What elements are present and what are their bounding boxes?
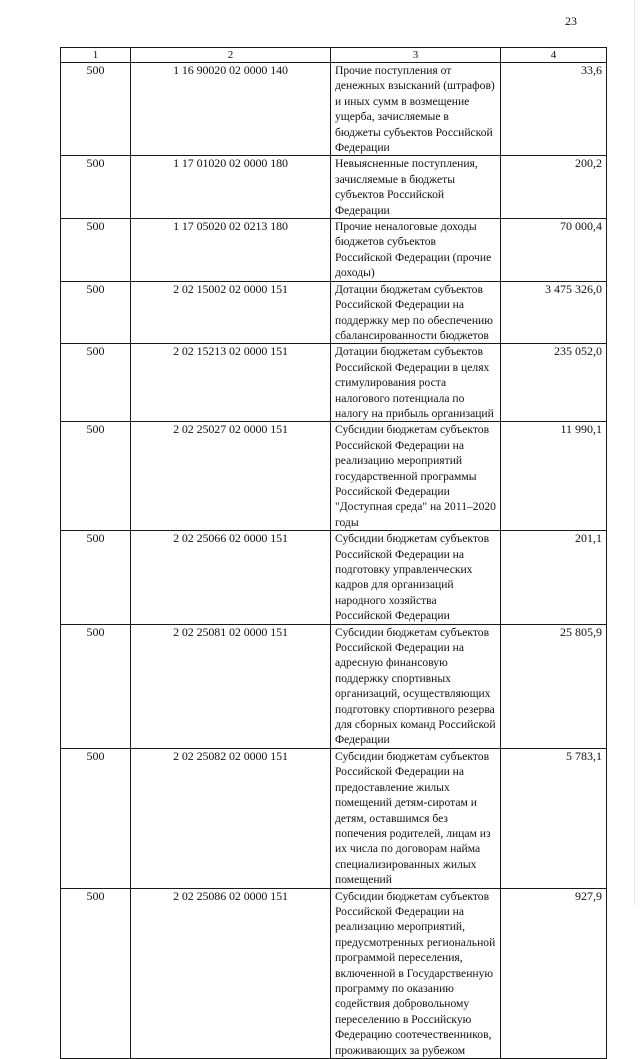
- table-header-row: [61, 48, 607, 63]
- revenue-code-cell: 2 02 25027 02 0000 151: [131, 422, 331, 531]
- table-row: [61, 748, 607, 888]
- revenue-code-cell: 2 02 15002 02 0000 151: [131, 281, 331, 344]
- page-number: 23: [565, 14, 577, 28]
- revenue-name-cell: Субсидии бюджетам субъектов Российской Федерации на адресную финансовую поддержку спортивных организаций, осуществляющих подготовку спортивного резерва для сборных команд Российской Федерации: [331, 624, 501, 748]
- scan-edge: [634, 0, 635, 905]
- table-body: [61, 63, 607, 1059]
- amount-cell: 70 000,4: [501, 219, 607, 282]
- revenue-code-cell: 1 16 90020 02 0000 140: [131, 63, 331, 156]
- revenue-name-cell: Субсидии бюджетам субъектов Российской Федерации на предоставление жилых помещений детям-сиротам и детям, оставшимся без попечения родителей, лицам из их числа по договорам найма специализированных жилых помещений: [331, 748, 501, 888]
- owner-code-cell: 500: [61, 219, 131, 282]
- revenue-name-cell: Прочие поступления от денежных взысканий (штрафов) и иных сумм в возмещение ущерба, зачисляемые в бюджеты субъектов Российской Федерации: [331, 63, 501, 156]
- table-row: [61, 624, 607, 748]
- revenue-name-cell: Прочие неналоговые доходы бюджетов субъектов Российской Федерации (прочие доходы): [331, 219, 501, 282]
- owner-code-cell: 500: [61, 531, 131, 624]
- table-row: [61, 344, 607, 422]
- table-row: [61, 281, 607, 344]
- amount-cell: 11 990,1: [501, 422, 607, 531]
- table-row: [61, 63, 607, 156]
- revenue-code-cell: 1 17 01020 02 0000 180: [131, 156, 331, 219]
- revenue-code-cell: 2 02 15213 02 0000 151: [131, 344, 331, 422]
- owner-code-cell: 500: [61, 281, 131, 344]
- column-header-3: 3: [331, 48, 501, 63]
- table-row: [61, 531, 607, 624]
- revenue-code-cell: 2 02 25082 02 0000 151: [131, 748, 331, 888]
- revenue-code-cell: 1 17 05020 02 0213 180: [131, 219, 331, 282]
- table-row: [61, 156, 607, 219]
- column-header-1: 1: [61, 48, 131, 63]
- revenue-name-cell: Субсидии бюджетам субъектов Российской Федерации на реализацию мероприятий, предусмотренных региональной программой переселения, включенной в Государственную программу по оказанию содействия добровольному переселению в Российскую Федерацию соотечественников, проживающих за рубежом: [331, 888, 501, 1058]
- amount-cell: 235 052,0: [501, 344, 607, 422]
- table-row: [61, 422, 607, 531]
- owner-code-cell: 500: [61, 624, 131, 748]
- amount-cell: 33,6: [501, 63, 607, 156]
- revenue-name-cell: Субсидии бюджетам субъектов Российской Федерации на подготовку управленческих кадров для организаций народного хозяйства Российской Федерации: [331, 531, 501, 624]
- budget-revenue-table: [60, 47, 607, 1059]
- revenue-name-cell: Дотации бюджетам субъектов Российской Федерации на поддержку мер по обеспечению сбалансированности бюджетов: [331, 281, 501, 344]
- amount-cell: 5 783,1: [501, 748, 607, 888]
- owner-code-cell: 500: [61, 748, 131, 888]
- revenue-name-cell: Невыясненные поступления, зачисляемые в бюджеты субъектов Российской Федерации: [331, 156, 501, 219]
- owner-code-cell: 500: [61, 888, 131, 1058]
- revenue-name-cell: Субсидии бюджетам субъектов Российской Федерации на реализацию мероприятий государственной программы Российской Федерации "Доступная среда" на 2011–2020 годы: [331, 422, 501, 531]
- table-row: [61, 888, 607, 1058]
- amount-cell: 201,1: [501, 531, 607, 624]
- revenue-name-cell: Дотации бюджетам субъектов Российской Федерации в целях стимулирования роста налогового потенциала по налогу на прибыль организаций: [331, 344, 501, 422]
- owner-code-cell: 500: [61, 63, 131, 156]
- revenue-code-cell: 2 02 25081 02 0000 151: [131, 624, 331, 748]
- amount-cell: 3 475 326,0: [501, 281, 607, 344]
- owner-code-cell: 500: [61, 344, 131, 422]
- owner-code-cell: 500: [61, 156, 131, 219]
- column-header-4: 4: [501, 48, 607, 63]
- table-row: [61, 219, 607, 282]
- revenue-code-cell: 2 02 25086 02 0000 151: [131, 888, 331, 1058]
- amount-cell: 200,2: [501, 156, 607, 219]
- column-header-2: 2: [131, 48, 331, 63]
- owner-code-cell: 500: [61, 422, 131, 531]
- revenue-code-cell: 2 02 25066 02 0000 151: [131, 531, 331, 624]
- amount-cell: 927,9: [501, 888, 607, 1058]
- amount-cell: 25 805,9: [501, 624, 607, 748]
